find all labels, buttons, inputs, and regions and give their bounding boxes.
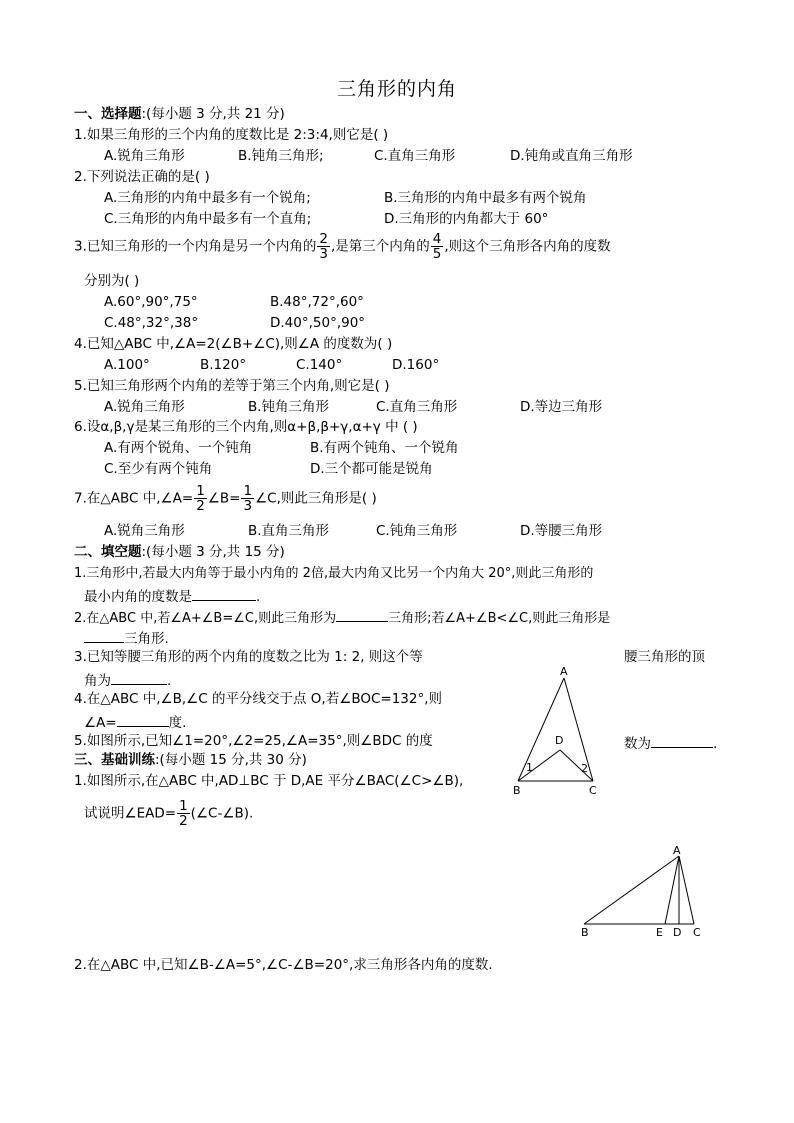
q1-7-stem (74, 484, 377, 513)
q1-2-option-c: C.三角形的内角中最多有一个直角; (104, 211, 312, 227)
q2-2-line-2 (84, 628, 169, 648)
bisector-ae (665, 856, 679, 924)
answer-blank[interactable] (192, 586, 256, 601)
q2-3-text: 角为 (84, 673, 111, 689)
section-2-note: :(每小题 3 分,共 15 分) (141, 544, 285, 560)
q3-1-line-1: 1.如图所示,在△ABC 中,AD⊥BC 于 D,AE 平分∠BAC(∠C>∠B), (74, 773, 464, 789)
fraction-numerator: 1 (179, 798, 188, 814)
answer-blank[interactable] (111, 670, 167, 685)
q1-1-option-a: A.锐角三角形 (104, 148, 185, 164)
side-ab (518, 678, 564, 781)
q3-1-text: 试说明∠EAD= (84, 805, 177, 822)
section-2-heading: 二、填空题 (74, 544, 142, 560)
figure-triangle-bdc (505, 662, 615, 800)
angle-label-1: 1 (526, 761, 533, 774)
side-ac (564, 678, 593, 781)
q2-5-end: . (713, 736, 718, 752)
q2-4-end: 度. (168, 715, 187, 731)
q1-3-stem (74, 232, 611, 261)
q1-3-stem-pre: 3.已知三角形的一个内角是另一个内角的 (74, 238, 317, 255)
page-title: 三角形的内角 (336, 78, 457, 100)
q2-2-text-3: 三角形. (124, 631, 169, 647)
q1-5-option-c: C.直角三角形 (376, 399, 458, 415)
answer-blank[interactable] (84, 628, 124, 643)
q1-2-option-a: A.三角形的内角中最多有一个锐角; (104, 190, 311, 206)
q2-1-text: 最小内角的度数是 (84, 589, 192, 605)
q1-7-option-c: C.钝角三角形 (376, 523, 458, 539)
angle-label-2: 2 (581, 762, 588, 775)
q1-6-stem: 6.设α,β,γ是某三角形的三个内角,则α+β,β+γ,α+γ 中 ( ) (74, 419, 418, 435)
q2-5-line-1-right (624, 733, 717, 753)
q1-3-option-b: B.48°,72°,60° (270, 294, 364, 310)
q1-1-stem: 1.如果三角形的三个内角的度数比是 2:3:4,则它是( ) (74, 127, 389, 143)
vertex-label-b: B (581, 926, 589, 939)
section-3-note: :(每小题 15 分,共 30 分) (155, 752, 307, 768)
point-label-d: D (673, 926, 682, 939)
side-ab (584, 856, 679, 924)
q1-5-stem: 5.已知三角形两个内角的差等于第三个内角,则它是( ) (74, 378, 390, 394)
q1-3-option-c: C.48°,32°,38° (104, 315, 199, 331)
q2-3-end: . (167, 673, 172, 689)
q2-5-line-1: 5.如图所示,已知∠1=20°,∠2=25,∠A=35°,则∠BDC 的度 (74, 733, 433, 749)
q1-4-option-b: B.120° (200, 357, 247, 373)
q2-3-line-1: 3.已知等腰三角形的两个内角的度数之比为 1: 2, 则这个等 (74, 649, 423, 665)
q3-1-fraction (177, 799, 190, 828)
q2-1-end: . (256, 589, 261, 605)
q1-7-fraction-1 (194, 484, 207, 513)
q1-3-option-a: A.60°,90°,75° (104, 294, 198, 310)
point-label-e: E (656, 926, 663, 939)
q1-6-option-a: A.有两个锐角、一个钝角 (104, 440, 253, 456)
fraction-denominator: 5 (432, 246, 442, 262)
q2-1-line-1: 1.三角形中,若最大内角等于最小内角的 2倍,最大内角又比另一个内角大 20°,则此三角形的 (74, 566, 594, 581)
q2-2-text-1: 2.在△ABC 中,若∠A+∠B=∠C,则此三角形为 (74, 611, 337, 626)
vertex-label-c: C (693, 926, 701, 939)
q1-3-stem-cont: 分别为( ) (84, 273, 140, 289)
fraction-numerator: 1 (243, 483, 253, 499)
section-1-heading: 一、选择题 (74, 106, 142, 122)
q1-7-fraction-2 (241, 484, 254, 513)
q1-3-stem-mid: ,是第三个内角的 (330, 238, 430, 255)
q1-3-fraction-2 (431, 232, 444, 261)
q2-1-line-2 (84, 586, 260, 606)
q1-4-option-a: A.100° (104, 357, 150, 373)
section-3-header (74, 752, 307, 769)
figure-triangle-altitude-bisector (576, 842, 712, 942)
side-ac (679, 856, 694, 924)
q3-2-text: 2.在△ABC 中,已知∠B-∠A=5°,∠C-∠B=20°,求三角形各内角的度数. (74, 957, 493, 973)
q1-7-option-b: B.直角三角形 (248, 523, 330, 539)
fraction-denominator: 3 (243, 498, 253, 514)
q1-7-option-d: D.等腰三角形 (520, 523, 603, 539)
q1-3-option-d: D.40°,50°,90° (270, 315, 366, 331)
q1-7-stem-mid: ∠B= (207, 490, 241, 507)
q1-5-option-a: A.锐角三角形 (104, 399, 185, 415)
fraction-denominator: 3 (319, 246, 328, 262)
vertex-label-a: A (673, 844, 681, 857)
q1-2-option-b: B.三角形的内角中最多有两个锐角 (384, 190, 587, 206)
q2-5-text: 数为 (624, 736, 651, 752)
fraction-denominator: 2 (179, 813, 188, 829)
vertex-label-a: A (560, 665, 568, 678)
fraction-denominator: 2 (196, 498, 205, 514)
q1-5-option-b: B.钝角三角形 (248, 399, 330, 415)
segment-bd (518, 750, 560, 781)
vertex-label-c: C (589, 784, 597, 797)
q1-2-option-d: D.三角形的内角都大于 60° (384, 211, 549, 227)
q1-3-fraction-1 (317, 232, 330, 261)
q1-6-option-c: C.至少有两个钝角 (104, 461, 213, 477)
q1-7-stem-pre: 7.在△ABC 中,∠A= (74, 490, 194, 507)
q1-4-option-c: C.140° (296, 357, 343, 373)
q2-4-text: ∠A= (84, 715, 117, 731)
q1-4-option-d: D.160° (392, 357, 440, 373)
section-3-heading: 三、基础训练 (74, 752, 155, 768)
fraction-numerator: 4 (432, 231, 442, 247)
q1-7-option-a: A.锐角三角形 (104, 523, 185, 539)
answer-blank[interactable] (651, 733, 713, 748)
q2-3-line-1-right: 腰三角形的顶 (624, 649, 705, 665)
q1-7-stem-post: ∠C,则此三角形是( ) (255, 490, 377, 507)
q1-1-option-d: D.钝角或直角三角形 (510, 148, 633, 164)
section-1-header (74, 106, 285, 123)
q1-6-option-d: D.三个都可能是锐角 (310, 461, 433, 477)
q1-3-stem-post: ,则这个三角形各内角的度数 (444, 238, 611, 255)
q3-1-text-end: (∠C-∠B). (190, 805, 254, 822)
q1-4-stem: 4.已知△ABC 中,∠A=2(∠B+∠C),则∠A 的度数为( ) (74, 336, 393, 352)
q2-4-line-2 (84, 712, 186, 732)
q1-5-option-d: D.等边三角形 (520, 399, 603, 415)
q1-1-option-b: B.钝角三角形; (238, 148, 324, 164)
segment-cd (560, 750, 593, 781)
section-1-note: :(每小题 3 分,共 21 分) (141, 106, 285, 122)
q3-1-line-2 (84, 799, 253, 828)
point-label-d: D (555, 734, 564, 747)
fraction-numerator: 2 (319, 231, 328, 247)
q2-3-line-2 (84, 670, 171, 690)
vertex-label-b: B (513, 784, 521, 797)
q1-6-option-b: B.有两个钝角、一个锐角 (310, 440, 459, 456)
answer-blank[interactable] (117, 712, 169, 727)
q2-2-text-2: 三角形;若∠A+∠B<∠C,则此三角形是 (388, 611, 611, 626)
q1-1-option-c: C.直角三角形 (374, 148, 456, 164)
q2-2-line-1 (74, 607, 610, 627)
answer-blank[interactable] (336, 607, 388, 622)
q1-2-stem: 2.下列说法正确的是( ) (74, 169, 210, 185)
fraction-numerator: 1 (196, 483, 205, 499)
section-2-header (74, 544, 285, 561)
q2-4-line-1: 4.在△ABC 中,∠B,∠C 的平分线交于点 O,若∠BOC=132°,则 (74, 691, 443, 707)
